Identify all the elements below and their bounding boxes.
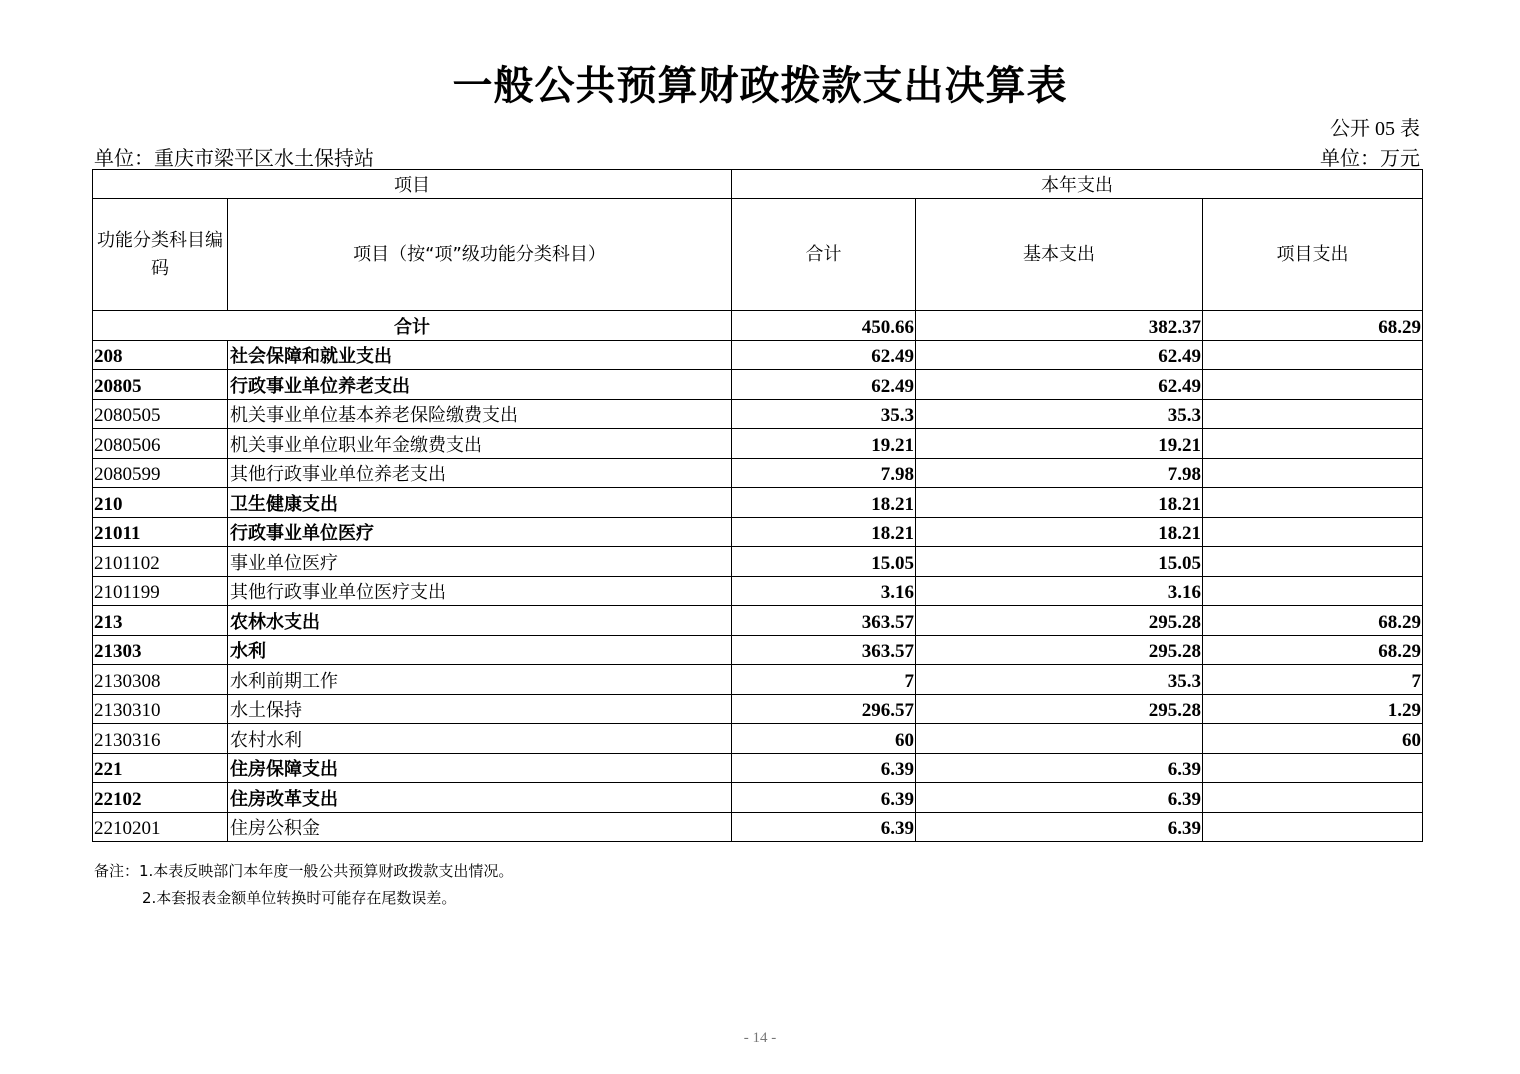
page-title: 一般公共预算财政拨款支出决算表: [452, 63, 1068, 109]
row-basic: 19.21: [916, 429, 1203, 459]
row-code: 2130316: [93, 724, 228, 754]
row-total: 18.21: [732, 488, 916, 518]
row-total: 19.21: [732, 429, 916, 459]
row-basic: 295.28: [916, 694, 1203, 724]
row-project: [1203, 340, 1423, 370]
total-row: [93, 311, 1423, 341]
row-name: 行政事业单位养老支出: [228, 370, 732, 400]
table-row: [93, 635, 1423, 665]
table-row: [93, 606, 1423, 636]
row-total: 7: [732, 665, 916, 695]
row-total: 6.39: [732, 783, 916, 813]
row-name: 事业单位医疗: [228, 547, 732, 577]
row-basic: 6.39: [916, 812, 1203, 842]
expenditure-table: [92, 169, 1423, 842]
row-name: 住房保障支出: [228, 753, 732, 783]
row-project: [1203, 753, 1423, 783]
row-basic: 35.3: [916, 665, 1203, 695]
table-row: [93, 576, 1423, 606]
row-project: [1203, 488, 1423, 518]
row-basic: 6.39: [916, 783, 1203, 813]
row-basic: 18.21: [916, 488, 1203, 518]
header-current-year: 本年支出: [732, 170, 1423, 199]
row-code: 21303: [93, 635, 228, 665]
table-row: [93, 753, 1423, 783]
row-project: 60: [1203, 724, 1423, 754]
row-code: 2210201: [93, 812, 228, 842]
total-sum: 450.66: [732, 311, 916, 341]
row-basic: 3.16: [916, 576, 1203, 606]
note-1: 备注：1.本表反映部门本年度一般公共预算财政拨款支出情况。: [94, 862, 514, 880]
header-item: 项目: [93, 170, 732, 199]
row-total: 296.57: [732, 694, 916, 724]
row-name: 社会保障和就业支出: [228, 340, 732, 370]
row-project: 68.29: [1203, 635, 1423, 665]
row-code: 2101102: [93, 547, 228, 577]
unit-currency: 单位：万元: [1320, 148, 1420, 170]
row-total: 35.3: [732, 399, 916, 429]
row-code: 210: [93, 488, 228, 518]
row-code: 21011: [93, 517, 228, 547]
row-name: 住房改革支出: [228, 783, 732, 813]
row-total: 62.49: [732, 370, 916, 400]
row-code: 2101199: [93, 576, 228, 606]
row-basic: 62.49: [916, 370, 1203, 400]
row-code: 22102: [93, 783, 228, 813]
notes: [94, 858, 513, 912]
table-row: [93, 694, 1423, 724]
table-row: [93, 488, 1423, 518]
row-name: 水土保持: [228, 694, 732, 724]
row-name: 机关事业单位职业年金缴费支出: [228, 429, 732, 459]
row-basic: 62.49: [916, 340, 1203, 370]
row-total: 6.39: [732, 812, 916, 842]
row-project: [1203, 399, 1423, 429]
row-project: [1203, 547, 1423, 577]
row-basic: 18.21: [916, 517, 1203, 547]
page-number: - 14 -: [743, 1030, 777, 1046]
col-header-total: 合计: [732, 199, 916, 311]
row-basic: 15.05: [916, 547, 1203, 577]
row-project: [1203, 517, 1423, 547]
row-project: [1203, 429, 1423, 459]
row-project: [1203, 576, 1423, 606]
row-basic: 6.39: [916, 753, 1203, 783]
row-project: 68.29: [1203, 606, 1423, 636]
row-code: 2080505: [93, 399, 228, 429]
table-row: [93, 547, 1423, 577]
row-total: 363.57: [732, 606, 916, 636]
row-total: 6.39: [732, 753, 916, 783]
header-row-1: [93, 170, 1423, 199]
row-total: 62.49: [732, 340, 916, 370]
form-number: 公开 05 表: [1330, 118, 1420, 140]
row-name: 住房公积金: [228, 812, 732, 842]
row-name: 水利: [228, 635, 732, 665]
row-name: 机关事业单位基本养老保险缴费支出: [228, 399, 732, 429]
row-code: 2130310: [93, 694, 228, 724]
row-project: 7: [1203, 665, 1423, 695]
row-name: 水利前期工作: [228, 665, 732, 695]
table-row: [93, 665, 1423, 695]
row-name: 行政事业单位医疗: [228, 517, 732, 547]
row-project: [1203, 370, 1423, 400]
col-header-basic: 基本支出: [916, 199, 1203, 311]
row-name: 农林水支出: [228, 606, 732, 636]
row-name: 其他行政事业单位养老支出: [228, 458, 732, 488]
note-2: 2.本套报表金额单位转换时可能存在尾数误差。: [142, 889, 457, 907]
table-row: [93, 783, 1423, 813]
row-project: [1203, 458, 1423, 488]
table-row: [93, 429, 1423, 459]
row-basic: [916, 724, 1203, 754]
row-total: 7.98: [732, 458, 916, 488]
header-row-2: [93, 199, 1423, 311]
unit-organization: 单位：重庆市梁平区水土保持站: [94, 148, 374, 170]
row-code: 20805: [93, 370, 228, 400]
row-code: 2080599: [93, 458, 228, 488]
row-basic: 295.28: [916, 635, 1203, 665]
row-total: 60: [732, 724, 916, 754]
total-label: 合计: [93, 311, 732, 341]
row-basic: 7.98: [916, 458, 1203, 488]
table-row: [93, 399, 1423, 429]
row-total: 363.57: [732, 635, 916, 665]
row-total: 15.05: [732, 547, 916, 577]
table-row: [93, 370, 1423, 400]
row-project: [1203, 783, 1423, 813]
row-project: [1203, 812, 1423, 842]
table-row: [93, 517, 1423, 547]
row-name: 农村水利: [228, 724, 732, 754]
row-code: 221: [93, 753, 228, 783]
row-code: 2130308: [93, 665, 228, 695]
row-code: 208: [93, 340, 228, 370]
col-header-name: 项目（按“项”级功能分类科目）: [228, 199, 732, 311]
row-name: 其他行政事业单位医疗支出: [228, 576, 732, 606]
row-name: 卫生健康支出: [228, 488, 732, 518]
table-row: [93, 812, 1423, 842]
row-basic: 35.3: [916, 399, 1203, 429]
row-total: 18.21: [732, 517, 916, 547]
table-row: [93, 458, 1423, 488]
total-basic: 382.37: [916, 311, 1203, 341]
col-header-project: 项目支出: [1203, 199, 1423, 311]
total-project: 68.29: [1203, 311, 1423, 341]
row-basic: 295.28: [916, 606, 1203, 636]
col-header-code: 功能分类科目编码: [93, 199, 228, 311]
row-total: 3.16: [732, 576, 916, 606]
table-row: [93, 724, 1423, 754]
row-code: 213: [93, 606, 228, 636]
row-code: 2080506: [93, 429, 228, 459]
row-project: 1.29: [1203, 694, 1423, 724]
table-row: [93, 340, 1423, 370]
